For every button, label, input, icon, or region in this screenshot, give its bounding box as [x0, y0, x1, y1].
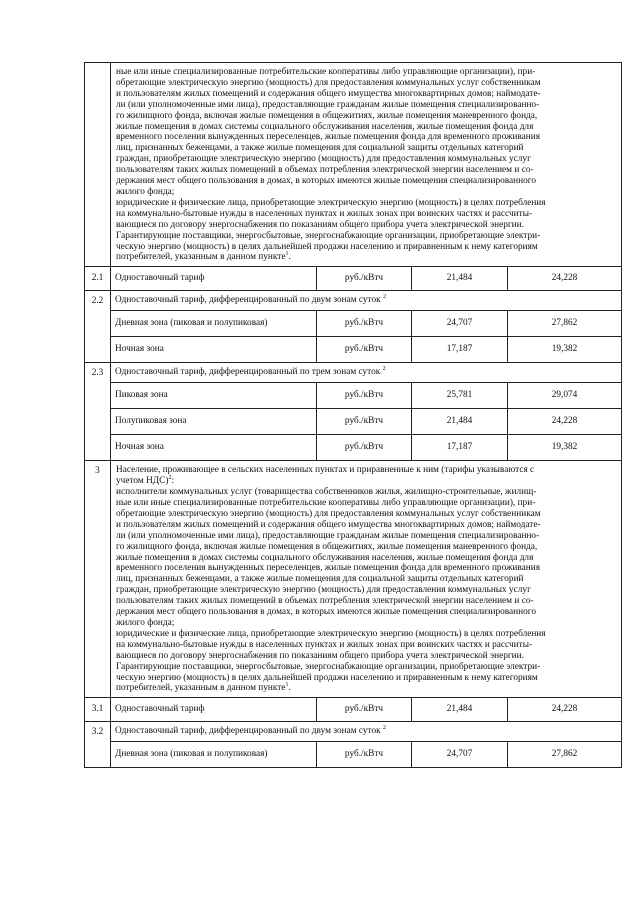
- tariff-unit: руб./кВтч: [317, 435, 412, 461]
- text-line: потребителей, указанным в данном пункте$^1$.: [116, 251, 291, 263]
- table-row: [85, 409, 622, 435]
- tariff-value-h1: 25,781: [412, 383, 508, 409]
- zone-label: Ночная зона: [111, 435, 317, 461]
- zone-label: Пиковая зона: [111, 383, 317, 409]
- table-row: [85, 698, 622, 722]
- row-number: 3.1: [85, 698, 111, 722]
- row-number: 3: [85, 461, 111, 698]
- section3-lines: [116, 465, 616, 694]
- tariff-value-h2: 19,382: [508, 337, 622, 363]
- tariff-group-label: Одноставочный тариф, дифференцированный по двум зонам суток $^2$: [111, 291, 622, 311]
- text-line: ли (или уполномоченные ими лица), предоставляющие гражданам жилые помещения специализированно-: [116, 99, 540, 110]
- tariff-group-label: Одноставочный тариф, дифференцированный по трем зонам суток $^2$: [111, 363, 622, 383]
- text-line: исполнители коммунальных услуг (товарищества собственников жилья, жилищно-строительные, жилищ-: [116, 487, 537, 498]
- tariff-value-h1: 21,484: [412, 698, 508, 722]
- text-line: вающиеся по договору энергоснабжения по показаниям общего прибора учета электрической энергии.: [116, 650, 524, 661]
- footnote-mark: 2: [168, 475, 172, 482]
- text-line: ческую энергию (мощность) в целях дальнейшей продажи населению и приравненным к нему категориям: [116, 672, 538, 683]
- text-line: держания мест общего пользования в домах, в которых имеются жилые помещения специализированного: [116, 607, 536, 618]
- text-line: юридические и физические лица, приобретающие электрическую энергию (мощность) в целях потребления: [116, 197, 546, 208]
- table-row: [85, 435, 622, 461]
- text-line: жилые помещения в домах системы социального обслуживания населения, жилые помещения фонда для: [116, 121, 534, 132]
- tariff-unit: руб./кВтч: [317, 383, 412, 409]
- tariff-unit: руб./кВтч: [317, 409, 412, 435]
- text-line: Население, проживающее в сельских населенных пунктах и приравненные к ним (тарифы указываются с: [116, 465, 535, 476]
- table-row: [85, 722, 622, 742]
- tariff-table-page: [84, 62, 621, 768]
- tariff-value-h2: 27,862: [508, 311, 622, 337]
- tariff-unit: руб./кВтч: [317, 311, 412, 337]
- text-line: Гарантирующие поставщики, энергосбытовые, энергоснабжающие организации, приобретающие электри-: [116, 661, 541, 672]
- section3-row: [85, 461, 622, 698]
- tariff-value-h1: 24,707: [412, 742, 508, 768]
- text-line: граждан, приобретающие электрическую энергию (мощность) для предоставления коммунальных услуг: [116, 585, 531, 596]
- zone-label: Полупиковая зона: [111, 409, 317, 435]
- continuation-lines: [116, 67, 616, 263]
- text-line: учетом НДС)$^2$:: [116, 475, 175, 487]
- row-number: 2.2: [85, 291, 111, 363]
- tariff-group-label: Одноставочный тариф, дифференцированный по двум зонам суток $^2$: [111, 722, 622, 742]
- continuation-text: [111, 63, 622, 267]
- tariff-value-h2: 24,228: [508, 267, 622, 291]
- text-line: жилого фонда;: [116, 186, 175, 197]
- text-line: на коммунально-бытовые нужды в населенных пунктах и жилых зонах при воинских частях и рассчиты-: [116, 208, 533, 219]
- tariff-label: Одноставочный тариф: [111, 267, 317, 291]
- table-row: [85, 383, 622, 409]
- text-line: го жилищного фонда, включая жилые помещения в общежитиях, жилые помещения маневренного фонда,: [116, 110, 538, 121]
- tariff-value-h1: 17,187: [412, 435, 508, 461]
- table-row: [85, 337, 622, 363]
- tariff-value-h2: 27,862: [508, 742, 622, 768]
- tariff-unit: руб./кВтч: [317, 698, 412, 722]
- tariff-unit: руб./кВтч: [317, 337, 412, 363]
- table-row: [85, 742, 622, 768]
- text-line: пользователям таких жилых помещений в объемах потребления электрической энергии населением и со-: [116, 165, 534, 176]
- text-line: временного поселения вынужденных переселенцев, жилые помещения фонда для временного проживания: [116, 132, 541, 143]
- table-row: [85, 267, 622, 291]
- table-row: [85, 363, 622, 383]
- tariff-value-h2: 29,074: [508, 383, 622, 409]
- text-line: обретающие электрическую энергию (мощность) для предоставления коммунальных услуг собственникам: [116, 508, 541, 519]
- text-line: лиц, признанных беженцами, а также жилые помещения для социальной защиты отдельных категорий: [116, 574, 524, 585]
- text-line: граждан, приобретающие электрическую энергию (мощность) для предоставления коммунальных услуг: [116, 154, 531, 165]
- text-line: лиц, признанных беженцами, а также жилые помещения для социальной защиты отдельных категорий: [116, 143, 524, 154]
- zone-label: Ночная зона: [111, 337, 317, 363]
- tariff-value-h1: 21,484: [412, 267, 508, 291]
- table-row: [85, 311, 622, 337]
- footnote-mark: 1: [285, 682, 289, 689]
- section3-text: [111, 461, 622, 698]
- text-line: временного поселения вынужденных переселенцев, жилые помещения фонда для временного проживания: [116, 563, 541, 574]
- text-line: потребителей, указанным в данном пункте$^1$.: [116, 682, 291, 694]
- text-line: и пользователям жилых помещений и содержания общего имущества многоквартирных домов; наймодате-: [116, 519, 541, 530]
- zone-label: Дневная зона (пиковая и полупиковая): [111, 311, 317, 337]
- text-line: ные или иные специализированные потребительские кооперативы либо управляющие организации), при-: [116, 498, 536, 509]
- tariff-label: Одноставочный тариф: [111, 698, 317, 722]
- text-line: вающиеся по договору энергоснабжения по показаниям общего прибора учета электрической энергии.: [116, 219, 524, 230]
- text-line: Гарантирующие поставщики, энергосбытовые, энергоснабжающие организации, приобретающие электри-: [116, 230, 541, 241]
- text-line: обретающие электрическую энергию (мощность) для предоставления коммунальных услуг собственникам: [116, 77, 541, 88]
- continuation-row: [85, 63, 622, 267]
- tariff-value-h1: 17,187: [412, 337, 508, 363]
- text-line: ли (или уполномоченные ими лица), предоставляющие гражданам жилые помещения специализированно-: [116, 530, 540, 541]
- text-line: на коммунально-бытовые нужды в населенных пунктах и жилых зонах при воинских частях и рассчиты-: [116, 639, 533, 650]
- zone-label: Дневная зона (пиковая и полупиковая): [111, 742, 317, 768]
- row-number: [85, 63, 111, 267]
- text-line: го жилищного фонда, включая жилые помещения в общежитиях, жилые помещения маневренного фонда,: [116, 541, 538, 552]
- text-line: жилые помещения в домах системы социального обслуживания населения, жилые помещения фонда для: [116, 552, 534, 563]
- tariff-value-h2: 24,228: [508, 409, 622, 435]
- text-line: юридические и физические лица, приобретающие электрическую энергию (мощность) в целях потребления: [116, 628, 546, 639]
- tariff-value-h1: 21,484: [412, 409, 508, 435]
- text-line: пользователям таких жилых помещений в объемах потребления электрической энергии населением и со-: [116, 596, 534, 607]
- footnote-mark: 1: [285, 251, 289, 258]
- text-line: жилого фонда;: [116, 618, 175, 628]
- row-number: 2.1: [85, 267, 111, 291]
- tariff-value-h2: 24,228: [508, 698, 622, 722]
- table-row: [85, 291, 622, 311]
- row-number: 3.2: [85, 722, 111, 768]
- text-line: держания мест общего пользования в домах, в которых имеются жилые помещения специализированного: [116, 176, 536, 187]
- tariff-table: [84, 62, 622, 768]
- tariff-unit: руб./кВтч: [317, 742, 412, 768]
- tariff-unit: руб./кВтч: [317, 267, 412, 291]
- text-line: ные или иные специализированные потребительские кооперативы либо управляющие организации), при-: [116, 67, 536, 77]
- text-line: и пользователям жилых помещений и содержания общего имущества многоквартирных домов; наймодате-: [116, 88, 541, 99]
- tariff-value-h1: 24,707: [412, 311, 508, 337]
- row-number: 2.3: [85, 363, 111, 461]
- text-line: ческую энергию (мощность) в целях дальнейшей продажи населению и приравненным к нему категориям: [116, 241, 538, 252]
- tariff-value-h2: 19,382: [508, 435, 622, 461]
